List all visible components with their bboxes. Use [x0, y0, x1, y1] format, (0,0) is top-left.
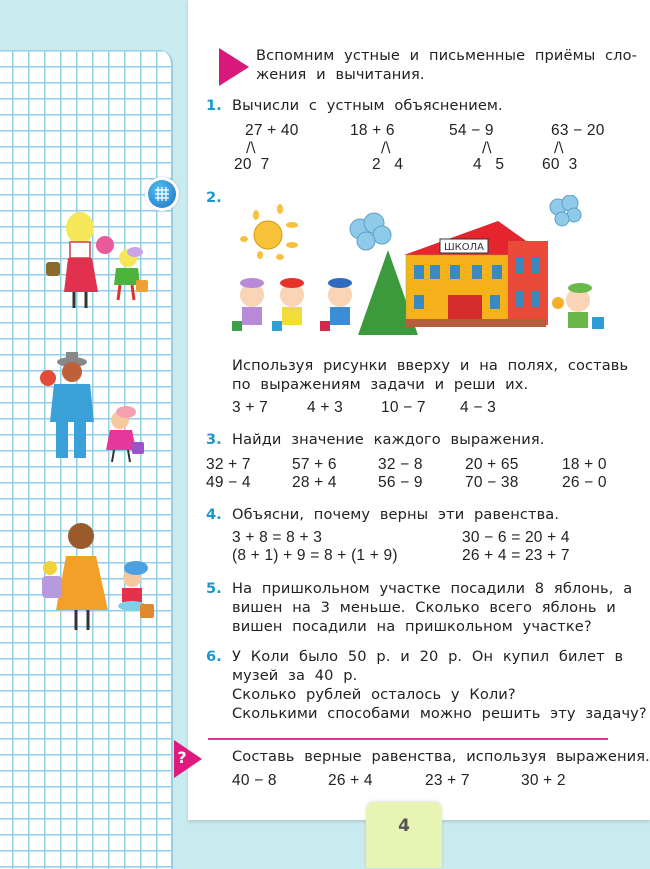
split-caret-icon: /\: [381, 140, 391, 156]
task-1-split-3: 4 5: [473, 156, 505, 173]
question-mark-icon: ?: [177, 748, 187, 767]
task-1-expr-1: 27 + 40: [245, 122, 299, 139]
task-1-expr-4: 63 − 20: [551, 122, 605, 139]
task-1-expr-3: 54 − 9: [449, 122, 494, 139]
task-5-line-2: вишен на 3 меньше. Сколько всего яблонь и: [232, 599, 616, 616]
intro-triangle-icon: [219, 48, 249, 86]
task-6-line-4: Сколькими способами можно решить эту задачу?: [232, 705, 647, 722]
split-caret-icon: /\: [482, 140, 492, 156]
grid-margin: [0, 50, 173, 869]
task-6-line-1: У Коли было 50 р. и 20 р. Он купил билет в: [232, 648, 624, 665]
split-caret-icon: /\: [554, 140, 564, 156]
task-1-split-1: 20 7: [234, 156, 270, 173]
school-illustration: [228, 195, 613, 335]
task-6-line-2: музей за 40 р.: [232, 667, 358, 684]
challenge-expr: 40 − 8: [232, 772, 277, 789]
task-1-split-4: 60 3: [542, 156, 578, 173]
intro-line-2: жения и вычитания.: [256, 66, 425, 83]
challenge-expr: 30 + 2: [521, 772, 566, 789]
margin-illustration-mother-daughter: [40, 210, 150, 330]
task-1-expr-2: 18 + 6: [350, 122, 395, 139]
task-3-number: 3.: [206, 431, 222, 448]
grid-icon: [154, 186, 170, 202]
task-6-number: 6.: [206, 648, 222, 665]
task-3-expr: 26 − 0: [562, 474, 607, 491]
challenge-expr: 26 + 4: [328, 772, 373, 789]
task-1-title: Вычисли с устным объяснением.: [232, 97, 503, 114]
grid-badge-icon: [145, 177, 179, 211]
task-3-expr: 57 + 6: [292, 456, 337, 473]
task-5-number: 5.: [206, 580, 222, 597]
school-sign: ШКОЛА: [443, 242, 485, 253]
task-3-expr: 32 + 7: [206, 456, 251, 473]
task-1-split-2: 2 4: [372, 156, 404, 173]
task-4-equality: (8 + 1) + 9 = 8 + (1 + 9): [232, 547, 398, 564]
task-3-expr: 18 + 0: [562, 456, 607, 473]
task-3-title: Найди значение каждого выражения.: [232, 431, 545, 448]
intro-line-1: Вспомним устные и письменные приёмы сло-: [256, 47, 638, 64]
task-2-expr-2: 4 + 3: [307, 399, 343, 416]
task-3-expr: 20 + 65: [465, 456, 519, 473]
task-4-title: Объясни, почему верны эти равенства.: [232, 506, 560, 523]
task-2-number: 2.: [206, 189, 222, 206]
page-number: 4: [366, 802, 442, 868]
task-2-expr-3: 10 − 7: [381, 399, 426, 416]
task-5-line-1: На пришкольном участке посадили 8 яблонь, а: [232, 580, 633, 597]
margin-illustration-father-daughter: [36, 350, 146, 470]
task-2-line-2: по выражениям задачи и реши их.: [232, 376, 529, 393]
task-3-expr: 56 − 9: [378, 474, 423, 491]
challenge-title: Составь верные равенства, используя выражения.: [232, 748, 650, 765]
task-4-equality: 26 + 4 = 23 + 7: [462, 547, 570, 564]
task-3-expr: 49 − 4: [206, 474, 251, 491]
task-4-equality: 3 + 8 = 8 + 3: [232, 529, 323, 546]
task-2-expr-4: 4 − 3: [460, 399, 496, 416]
task-2-expr-1: 3 + 7: [232, 399, 268, 416]
task-4-number: 4.: [206, 506, 222, 523]
task-4-equality: 30 − 6 = 20 + 4: [462, 529, 570, 546]
task-3-expr: 70 − 38: [465, 474, 519, 491]
challenge-expr: 23 + 7: [425, 772, 470, 789]
task-6-line-3: Сколько рублей осталось у Коли?: [232, 686, 516, 703]
challenge-divider: [208, 738, 608, 740]
task-3-expr: 32 − 8: [378, 456, 423, 473]
task-2-line-1: Используя рисунки вверху и на полях, составь: [232, 357, 629, 374]
split-caret-icon: /\: [246, 140, 256, 156]
task-3-expr: 28 + 4: [292, 474, 337, 491]
task-5-line-3: вишен посадили на пришкольном участке?: [232, 618, 592, 635]
margin-illustration-mother-girl: [36, 520, 156, 640]
task-1-number: 1.: [206, 97, 222, 114]
